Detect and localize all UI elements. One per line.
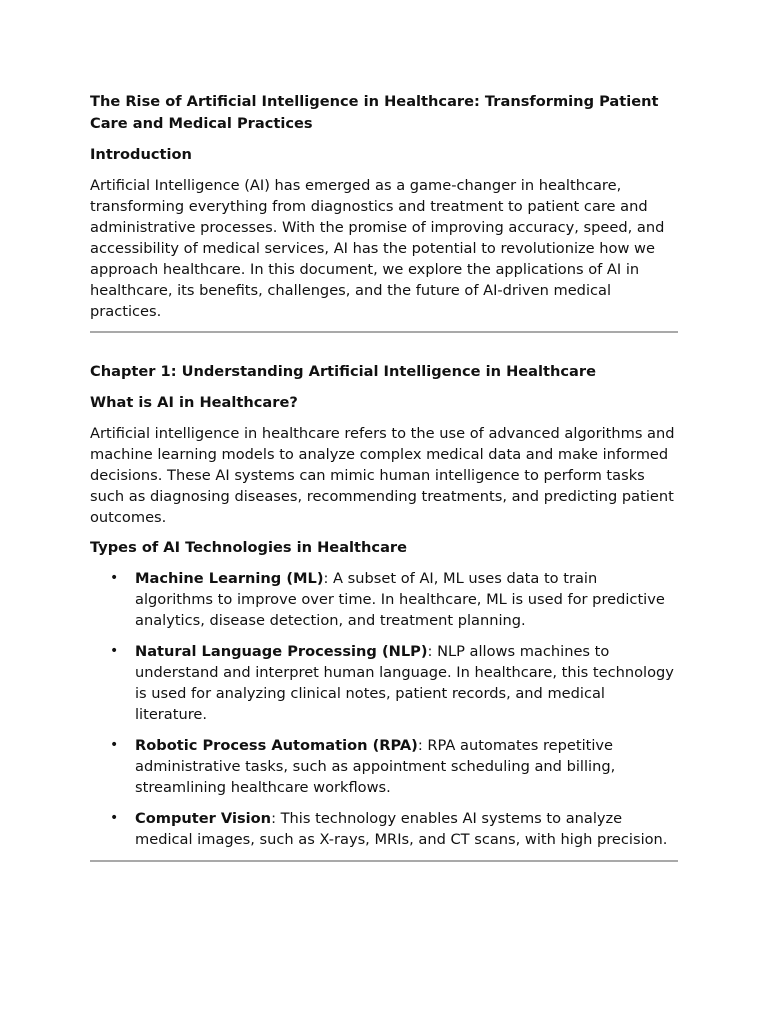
list-item-description: : RPA automates repetitive administrative tasks, such as appointment scheduling and billing, streamlining healthcare workflows. bbox=[135, 737, 616, 796]
list-item bbox=[90, 808, 678, 850]
bullet-icon: • bbox=[110, 570, 119, 586]
list-item-term: Natural Language Processing (NLP) bbox=[135, 643, 428, 660]
bullet-icon: • bbox=[110, 810, 119, 826]
bullet-icon: • bbox=[110, 643, 119, 659]
introduction-heading: Introduction bbox=[90, 146, 192, 163]
what-is-ai-heading: What is AI in Healthcare? bbox=[90, 394, 298, 411]
list-item-term: Robotic Process Automation (RPA) bbox=[135, 737, 418, 754]
list-item-description: : A subset of AI, ML uses data to train algorithms to improve over time. In healthcare, ML is used for predictive analytics, disease detection, and treatment planning. bbox=[135, 570, 665, 629]
list-item-term: Computer Vision bbox=[135, 810, 272, 827]
what-is-ai-paragraph: Artificial intelligence in healthcare refers to the use of advanced algorithms and machine learning models to analyze complex medical data and make informed decisions. These AI systems can mimic human intelligence to perform tasks such as diagnosing diseases, recommending treatments, and predicting patient outcomes. bbox=[90, 425, 675, 526]
ai-types-list bbox=[90, 568, 678, 850]
list-item-term: Machine Learning (ML) bbox=[135, 570, 324, 587]
section-divider bbox=[90, 860, 678, 862]
bullet-icon: • bbox=[110, 737, 119, 753]
section-divider bbox=[90, 331, 678, 333]
list-item-description: : NLP allows machines to understand and interpret human language. In healthcare, this technology is used for analyzing clinical notes, patient records, and medical literature. bbox=[135, 643, 674, 723]
list-item bbox=[90, 641, 678, 725]
list-item bbox=[90, 568, 678, 631]
document-content bbox=[90, 91, 678, 862]
types-of-ai-heading: Types of AI Technologies in Healthcare bbox=[90, 539, 408, 556]
document-title: The Rise of Artificial Intelligence in Healthcare: Transforming Patient Care and Medical Practices bbox=[90, 93, 659, 132]
introduction-paragraph: Artificial Intelligence (AI) has emerged as a game-changer in healthcare, transforming everything from diagnostics and treatment to patient care and administrative processes. With the promise of improving accuracy, speed, and accessibility of medical services, AI has the potential to revolutionize how we approach healthcare. In this document, we explore the applications of AI in healthcare, its benefits, challenges, and the future of AI-driven medical practices. bbox=[90, 177, 665, 320]
list-item-description: : This technology enables AI systems to analyze medical images, such as X-rays, MRIs, and CT scans, with high precision. bbox=[135, 810, 668, 848]
chapter-1-heading: Chapter 1: Understanding Artificial Intelligence in Healthcare bbox=[90, 363, 596, 380]
list-item bbox=[90, 735, 678, 798]
